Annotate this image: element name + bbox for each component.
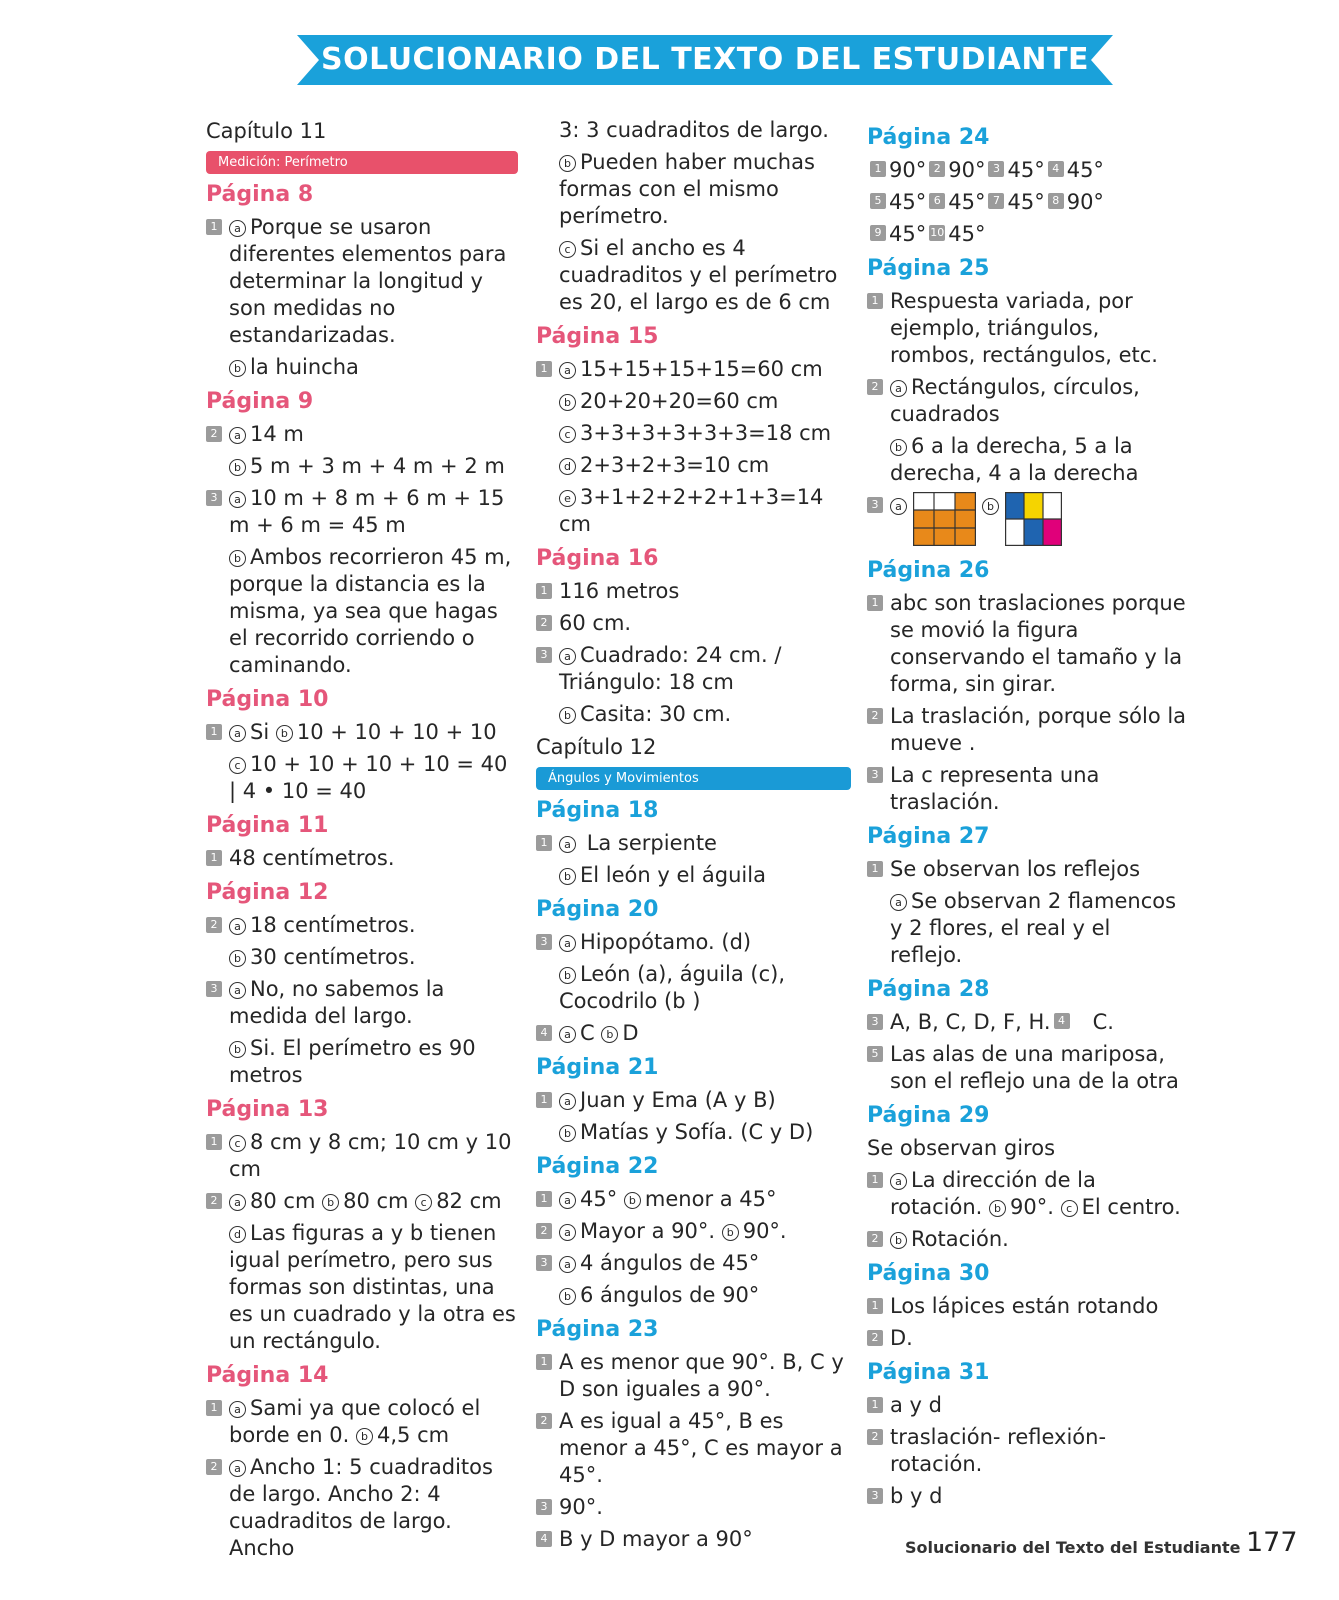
list-item: c 3+3+3+3+3+3=18 cm <box>536 420 851 447</box>
footer-label: Solucionario del Texto del Estudiante <box>905 1538 1241 1557</box>
list-item: 1 A es menor que 90°. B, C y D son iguales a 90°. <box>536 1349 851 1403</box>
letter-circle: a <box>559 1026 576 1043</box>
category-badge: Ángulos y Movimientos <box>536 767 851 790</box>
list-item: 4 a C b D <box>536 1020 851 1047</box>
list-item: 5 45° 6 45° 7 45° 8 90° <box>867 189 1187 216</box>
letter-circle: a <box>890 894 907 911</box>
letter-circle: b <box>989 1200 1006 1217</box>
number-badge: 3 <box>988 161 1004 177</box>
letter-circle: a <box>229 1194 246 1211</box>
letter-circle: a <box>559 836 576 853</box>
number-badge: 1 <box>536 1191 552 1207</box>
number-badge: 2 <box>867 1330 883 1346</box>
list-item: 1 Los lápices están rotando <box>867 1293 1187 1320</box>
number-badge: 10 <box>930 226 945 239</box>
number-badge: 3 <box>867 497 883 513</box>
letter-circle: b <box>229 550 246 567</box>
page-heading: Página 9 <box>206 389 314 414</box>
number-badge: 5 <box>867 1046 883 1062</box>
number-badge: 4 <box>1048 161 1064 177</box>
number-badge: 2 <box>867 708 883 724</box>
letter-circle: a <box>559 935 576 952</box>
number-badge: 5 <box>870 193 886 209</box>
number-badge: 3 <box>206 490 222 506</box>
letter-circle: a <box>229 1401 246 1418</box>
page-heading: Página 24 <box>867 125 990 150</box>
number-badge: 1 <box>536 835 552 851</box>
list-item: b la huincha <box>206 354 518 381</box>
list-item: 3 a Hipopótamo. (d) <box>536 929 851 956</box>
number-badge: 6 <box>929 193 945 209</box>
list-item: b El león y el águila <box>536 862 851 889</box>
letter-circle: a <box>890 380 907 397</box>
letter-circle: c <box>1061 1200 1078 1217</box>
page-heading: Página 23 <box>536 1317 659 1342</box>
number-badge: 2 <box>206 1459 222 1475</box>
number-badge: 2 <box>867 1231 883 1247</box>
letter-circle: a <box>229 220 246 237</box>
number-badge: 1 <box>206 219 222 235</box>
letter-circle: b <box>229 1041 246 1058</box>
page-heading: Página 31 <box>867 1360 990 1385</box>
number-badge: 2 <box>536 1413 552 1429</box>
list-item: d Las figuras a y b tienen igual perímetro, pero sus formas son distintas, una es un cuadrado y la otra es un rectángulo. <box>229 1221 516 1353</box>
column-2 <box>536 117 851 1558</box>
letter-circle: b <box>276 725 293 742</box>
letter-circle: b <box>559 155 576 172</box>
list-item: c Si el ancho es 4 cuadraditos y el perímetro es 20, el largo es de 6 cm <box>559 236 838 314</box>
intro-text: Se observan giros <box>867 1136 1056 1160</box>
list-item: 2 D. <box>867 1325 1187 1352</box>
page-heading: Página 21 <box>536 1055 659 1080</box>
number-badge: 3 <box>536 1255 552 1271</box>
letter-circle: a <box>559 1093 576 1110</box>
list-item: b Matías y Sofía. (C y D) <box>536 1119 851 1146</box>
page-title: SOLUCIONARIO DEL TEXTO DEL ESTUDIANTE <box>321 42 1089 77</box>
page-heading: Página 16 <box>536 546 659 571</box>
number-badge: 3 <box>206 981 222 997</box>
page-heading: Página 28 <box>867 977 990 1002</box>
number-badge: 1 <box>867 1397 883 1413</box>
title-banner <box>297 35 1113 85</box>
list-item: 1 a y d <box>867 1392 1187 1419</box>
number-badge: 1 <box>867 595 883 611</box>
list-item: 1 a 45° b menor a 45° <box>536 1186 851 1213</box>
list-item: 3: 3 cuadraditos de largo. <box>559 118 829 142</box>
list-item: c 10 + 10 + 10 + 10 = 40 | 4 • 10 = 40 <box>229 752 508 803</box>
list-item: 9 45° 10 45° <box>867 221 1187 248</box>
letter-circle: b <box>229 950 246 967</box>
list-item: b León (a), águila (c), Cocodrilo (b ) <box>559 962 786 1013</box>
number-badge: 1 <box>536 1092 552 1108</box>
list-item: 3 90°. <box>536 1494 851 1521</box>
letter-circle: d <box>229 1226 246 1243</box>
list-item: 2 a 18 centímetros. <box>206 912 518 939</box>
letter-circle: a <box>890 498 907 515</box>
list-item: b Casita: 30 cm. <box>536 701 851 728</box>
list-item: 2 A es igual a 45°, B es menor a 45°, C es mayor a 45°. <box>536 1408 851 1489</box>
number-badge: 3 <box>867 767 883 783</box>
list-item: 1 a La dirección de la rotación. b 90°. c El centro. <box>867 1167 1187 1221</box>
list-item: 2 a Mayor a 90°. b 90°. <box>536 1218 851 1245</box>
page-heading: Página 25 <box>867 256 990 281</box>
number-badge: 2 <box>929 161 945 177</box>
page-heading: Página 11 <box>206 813 329 838</box>
letter-circle: b <box>624 1192 641 1209</box>
page-heading: Página 29 <box>867 1103 990 1128</box>
letter-circle: b <box>890 1232 907 1249</box>
list-item: 2 La traslación, porque sólo la mueve . <box>867 703 1187 757</box>
list-item: 1 Se observan los reflejos <box>867 856 1187 883</box>
number-badge: 2 <box>536 1223 552 1239</box>
list-item: 2 a 80 cm b 80 cm c 82 cm <box>206 1188 518 1215</box>
page-heading: Página 14 <box>206 1363 329 1388</box>
list-item: b Si. El perímetro es 90 metros <box>229 1036 476 1087</box>
number-badge: 1 <box>867 1298 883 1314</box>
letter-circle: b <box>722 1224 739 1241</box>
number-badge: 3 <box>867 1488 883 1504</box>
number-badge: 4 <box>1054 1013 1070 1029</box>
list-item: b 6 ángulos de 90° <box>536 1282 851 1309</box>
list-item: 2 a 14 m <box>206 421 518 448</box>
list-item: 1 48 centímetros. <box>206 845 518 872</box>
letter-circle: b <box>559 394 576 411</box>
number-badge: 4 <box>536 1531 552 1547</box>
number-badge: 1 <box>206 1400 222 1416</box>
letter-circle: b <box>559 868 576 885</box>
list-item: 1 a Juan y Ema (A y B) <box>536 1087 851 1114</box>
list-item: 4 B y D mayor a 90° <box>536 1526 851 1553</box>
letter-circle: a <box>229 918 246 935</box>
letter-circle: b <box>890 439 907 456</box>
letter-circle: d <box>559 458 576 475</box>
number-badge: 1 <box>206 1134 222 1150</box>
list-item: e 3+1+2+2+2+1+3=14 cm <box>559 485 824 536</box>
page-number: 177 <box>1246 1527 1298 1558</box>
column-3 <box>867 117 1187 1515</box>
number-badge: 1 <box>870 161 886 177</box>
letter-circle: c <box>229 757 246 774</box>
letter-circle: e <box>559 490 576 507</box>
list-item: 1 a Sami ya que colocó el borde en 0. b 4,5 cm <box>206 1395 518 1449</box>
list-item: 3 La c representa una traslación. <box>867 762 1187 816</box>
page-heading: Página 27 <box>867 824 990 849</box>
number-badge: 2 <box>206 426 222 442</box>
list-item: 3 a 10 m + 8 m + 6 m + 15 m + 6 m = 45 m <box>206 485 518 539</box>
list-item: 2 a Ancho 1: 5 cuadraditos de largo. Ancho 2: 4 cuadraditos de largo. Ancho <box>206 1454 518 1562</box>
list-item: 3 A, B, C, D, F, H. 4 C. <box>867 1009 1187 1036</box>
letter-circle: b <box>601 1026 618 1043</box>
page-heading: Página 26 <box>867 558 990 583</box>
letter-circle: a <box>229 1460 246 1477</box>
list-item: 5 Las alas de una mariposa, son el reflejo una de la otra <box>867 1041 1187 1095</box>
number-badge: 9 <box>870 225 886 241</box>
letter-circle: a <box>559 1224 576 1241</box>
number-badge: 1 <box>867 861 883 877</box>
letter-circle: b <box>356 1428 373 1445</box>
list-item: 1 116 metros <box>536 578 851 605</box>
number-badge: 1 <box>536 361 552 377</box>
number-badge: 3 <box>536 934 552 950</box>
letter-circle: b <box>229 360 246 377</box>
letter-circle: b <box>559 967 576 984</box>
list-item: 2 traslación- reflexión- rotación. <box>867 1424 1187 1478</box>
list-item: d 2+3+2+3=10 cm <box>536 452 851 479</box>
letter-circle: a <box>229 982 246 999</box>
letter-circle: a <box>559 362 576 379</box>
letter-circle: b <box>559 1288 576 1305</box>
list-item: 3 b y d <box>867 1483 1187 1510</box>
number-badge: 2 <box>867 379 883 395</box>
list-item: 1 a Si b 10 + 10 + 10 + 10 <box>206 719 518 746</box>
list-item: 1 90° 2 90° 3 45° 4 45° <box>867 157 1187 184</box>
page-heading: Página 8 <box>206 182 314 207</box>
list-item: b Ambos recorrieron 45 m, porque la distancia es la misma, ya sea que hagas el recorrido corriendo o caminando. <box>229 545 512 677</box>
number-badge: 8 <box>1048 193 1064 209</box>
orange-grid-figure <box>913 492 976 546</box>
letter-circle: c <box>415 1194 432 1211</box>
letter-circle: a <box>229 491 246 508</box>
list-item: 3 a 4 ángulos de 45° <box>536 1250 851 1277</box>
list-item: 1 a 15+15+15+15=60 cm <box>536 356 851 383</box>
category-badge: Medición: Perímetro <box>206 151 518 174</box>
color-grid-figure <box>1005 492 1062 546</box>
number-badge: 2 <box>867 1429 883 1445</box>
number-badge: 2 <box>206 1193 222 1209</box>
number-badge: 1 <box>206 724 222 740</box>
page-heading: Página 12 <box>206 880 329 905</box>
number-badge: 1 <box>867 293 883 309</box>
list-item: 1 abc son traslaciones porque se movió la figura conservando el tamaño y la forma, sin girar. <box>867 590 1187 698</box>
letter-circle: a <box>559 648 576 665</box>
list-item: 1 a La serpiente <box>536 830 851 857</box>
number-badge: 1 <box>536 1354 552 1370</box>
number-badge: 2 <box>536 615 552 631</box>
list-item: 2 a Rectángulos, círculos, cuadrados <box>867 374 1187 428</box>
letter-circle: b <box>982 498 999 515</box>
number-badge: 1 <box>206 850 222 866</box>
list-item: b 30 centímetros. <box>206 944 518 971</box>
chapter-title: Capítulo 12 <box>536 735 657 759</box>
list-item: b Pueden haber muchas formas con el mismo perímetro. <box>559 150 815 228</box>
list-item: b 20+20+20=60 cm <box>536 388 851 415</box>
page-heading: Página 10 <box>206 687 329 712</box>
number-badge: 1 <box>536 583 552 599</box>
letter-circle: a <box>890 1173 907 1190</box>
page-heading: Página 20 <box>536 897 659 922</box>
letter-circle: b <box>559 1125 576 1142</box>
list-item: 1 a Porque se usaron diferentes elementos para determinar la longitud y son medidas no estandarizadas. <box>206 214 518 349</box>
list-item: b 6 a la derecha, 5 a la derecha, 4 a la derecha <box>890 434 1139 485</box>
list-item: 3 a No, no sabemos la medida del largo. <box>206 976 518 1030</box>
number-badge: 4 <box>536 1025 552 1041</box>
list-item: 3 a Cuadrado: 24 cm. / Triángulo: 18 cm <box>536 642 851 696</box>
list-item: 1 c 8 cm y 8 cm; 10 cm y 10 cm <box>206 1129 518 1183</box>
number-badge: 7 <box>988 193 1004 209</box>
number-badge: 3 <box>867 1014 883 1030</box>
page-heading: Página 18 <box>536 798 659 823</box>
letter-circle: a <box>559 1192 576 1209</box>
letter-circle: b <box>559 707 576 724</box>
list-item: b 5 m + 3 m + 4 m + 2 m <box>206 453 518 480</box>
letter-circle: b <box>322 1194 339 1211</box>
number-badge: 2 <box>206 917 222 933</box>
letter-circle: a <box>559 1256 576 1273</box>
page-heading: Página 30 <box>867 1261 990 1286</box>
letter-circle: c <box>559 426 576 443</box>
letter-circle: b <box>229 459 246 476</box>
page-heading: Página 13 <box>206 1097 329 1122</box>
page-heading: Página 15 <box>536 324 659 349</box>
column-1 <box>206 117 518 1567</box>
letter-circle: a <box>229 427 246 444</box>
list-item: 2 b Rotación. <box>867 1226 1187 1253</box>
letter-circle: c <box>559 241 576 258</box>
letter-circle: a <box>229 725 246 742</box>
list-item: 2 60 cm. <box>536 610 851 637</box>
page-heading: Página 22 <box>536 1154 659 1179</box>
number-badge: 3 <box>536 1499 552 1515</box>
chapter-title: Capítulo 11 <box>206 119 327 143</box>
grid-answers <box>867 492 1187 550</box>
letter-circle: c <box>229 1135 246 1152</box>
list-item: a Se observan 2 flamencos y 2 flores, el real y el reflejo. <box>890 889 1177 967</box>
number-badge: 1 <box>867 1172 883 1188</box>
number-badge: 3 <box>536 647 552 663</box>
list-item: 1 Respuesta variada, por ejemplo, triángulos, rombos, rectángulos, etc. <box>867 288 1187 369</box>
